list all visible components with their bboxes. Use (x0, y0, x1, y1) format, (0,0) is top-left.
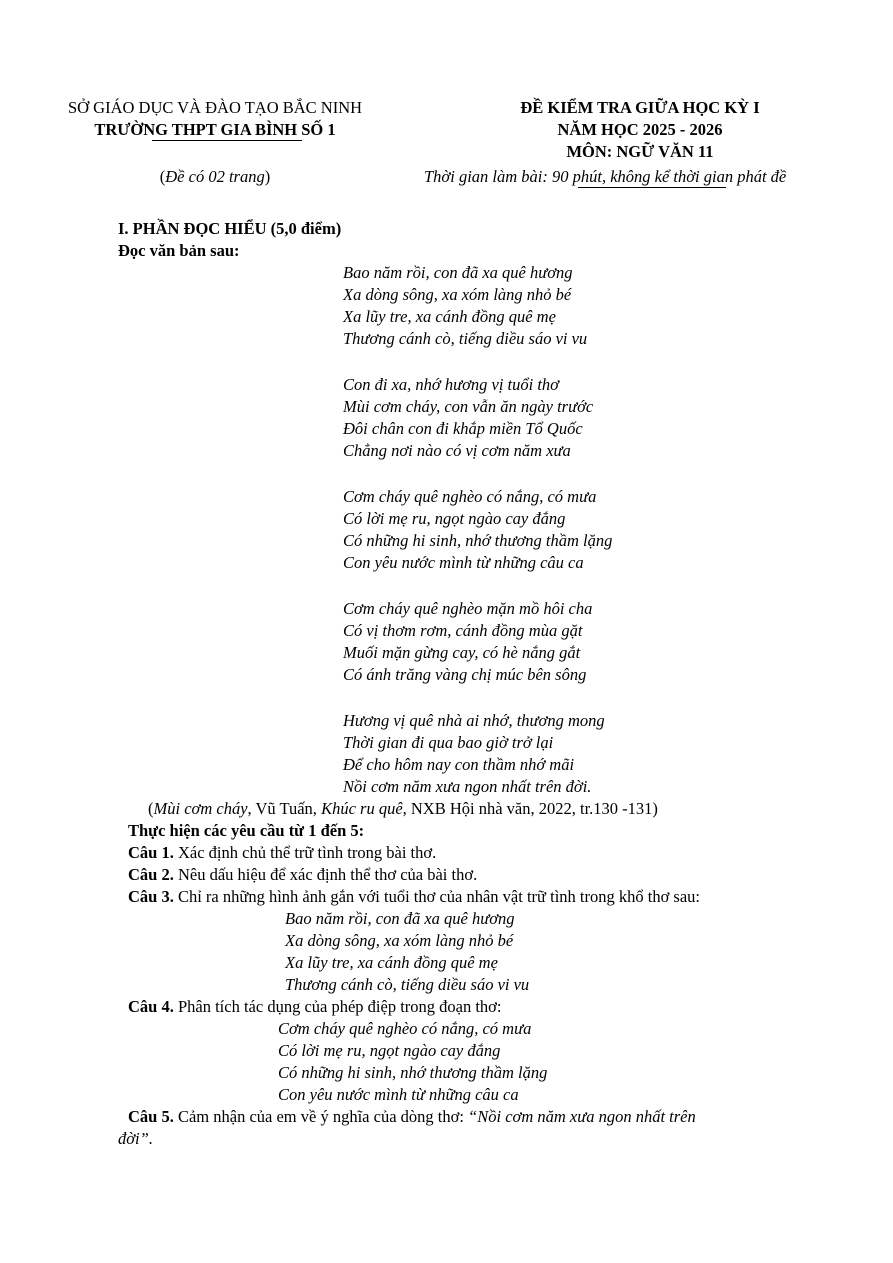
poem-line: Có vị thơm rơm, cánh đồng mùa gặt (343, 621, 583, 640)
poem-line: Có những hi sinh, nhớ thương thầm lặng (343, 531, 613, 550)
poem-line: Hương vị quê nhà ai nhớ, thương mong (343, 711, 605, 730)
quote-line: Có những hi sinh, nhớ thương thầm lặng (278, 1063, 548, 1082)
duration-underline (578, 187, 726, 188)
poem-line: Muối mặn gừng cay, có hè nắng gắt (343, 643, 581, 662)
question-3-quote (285, 908, 529, 996)
quote-line: Có lời mẹ ru, ngọt ngào cay đắng (278, 1041, 501, 1060)
poem-stanza-4 (343, 598, 592, 686)
question-5-continuation: đời”. (118, 1129, 153, 1148)
poem-line: Chẳng nơi nào có vị cơm năm xưa (343, 441, 571, 460)
school-year: NĂM HỌC 2025 - 2026 (557, 120, 723, 139)
poem-line: Nồi cơm năm xưa ngon nhất trên đời. (343, 777, 592, 796)
question-4-quote (278, 1018, 547, 1106)
poem-line: Con đi xa, nhớ hương vị tuổi thơ (343, 375, 559, 394)
poem-stanza-2 (343, 374, 593, 462)
question-1: Câu 1. Xác định chủ thể trữ tình trong bài thơ. (128, 843, 437, 862)
question-3: Câu 3. Chỉ ra những hình ảnh gắn với tuổi thơ của nhân vật trữ tình trong khổ thơ sau: (128, 887, 700, 906)
poem-line: Để cho hôm nay con thầm nhớ mãi (343, 755, 575, 774)
subject: MÔN: NGỮ VĂN 11 (566, 142, 714, 161)
poem-line: Xa lũy tre, xa cánh đồng quê mẹ (343, 307, 556, 326)
quote-line: Xa lũy tre, xa cánh đồng quê mẹ (285, 953, 498, 972)
question-2: Câu 2. Nêu dấu hiệu để xác định thể thơ của bài thơ. (128, 865, 478, 884)
quote-line: Cơm cháy quê nghèo có nắng, có mưa (278, 1019, 532, 1038)
quote-line: Thương cánh cò, tiếng diều sáo vi vu (285, 975, 530, 994)
poem-stanza-5 (343, 710, 605, 798)
poem-line: Xa dòng sông, xa xóm làng nhỏ bé (343, 285, 572, 304)
quote-line: Bao năm rồi, con đã xa quê hương (285, 909, 515, 928)
poem-line: Có ánh trăng vàng chị múc bên sông (343, 665, 587, 684)
poem-stanza-3 (343, 486, 612, 574)
poem-line: Con yêu nước mình từ những câu ca (343, 553, 584, 572)
exam-title: ĐỀ KIỂM TRA GIỮA HỌC KỲ I (520, 98, 760, 117)
reading-instruction: Đọc văn bản sau: (118, 241, 240, 260)
question-4: Câu 4. Phân tích tác dụng của phép điệp trong đoạn thơ: (128, 997, 502, 1016)
school-name: TRƯỜNG THPT GIA BÌNH SỐ 1 (94, 120, 336, 139)
poem-line: Thương cánh cò, tiếng diều sáo vi vu (343, 329, 588, 348)
poem-line: Thời gian đi qua bao giờ trở lại (343, 733, 554, 752)
section-title: I. PHẦN ĐỌC HIỂU (5,0 điểm) (118, 219, 342, 238)
exam-duration: Thời gian làm bài: 90 phút, không kể thời gian phát đề (424, 167, 787, 186)
poem-line: Cơm cháy quê nghèo mặn mồ hôi cha (343, 599, 593, 618)
poem-line: Đôi chân con đi khắp miền Tổ Quốc (343, 419, 583, 438)
school-underline (152, 140, 302, 141)
page-count-note: (Đề có 02 trang) (159, 167, 271, 186)
tasks-heading: Thực hiện các yêu cầu từ 1 đến 5: (128, 821, 365, 840)
quote-line: Xa dòng sông, xa xóm làng nhỏ bé (285, 931, 514, 950)
poem-line: Có lời mẹ ru, ngọt ngào cay đắng (343, 509, 566, 528)
poem-line: Cơm cháy quê nghèo có nắng, có mưa (343, 487, 597, 506)
poem-source: (Mùi cơm cháy, Vũ Tuấn, Khúc ru quê, NXB Hội nhà văn, 2022, tr.130 -131) (148, 799, 658, 818)
poem-stanza-1 (343, 262, 587, 350)
poem-line: Bao năm rồi, con đã xa quê hương (343, 263, 573, 282)
poem-line: Mùi cơm cháy, con vẫn ăn ngày trước (343, 397, 594, 416)
question-5: Câu 5. Cảm nhận của em về ý nghĩa của dòng thơ: “Nồi cơm năm xưa ngon nhất trên (128, 1107, 696, 1126)
department-name: SỞ GIÁO DỤC VÀ ĐÀO TẠO BẮC NINH (67, 98, 363, 117)
quote-line: Con yêu nước mình từ những câu ca (278, 1085, 519, 1104)
